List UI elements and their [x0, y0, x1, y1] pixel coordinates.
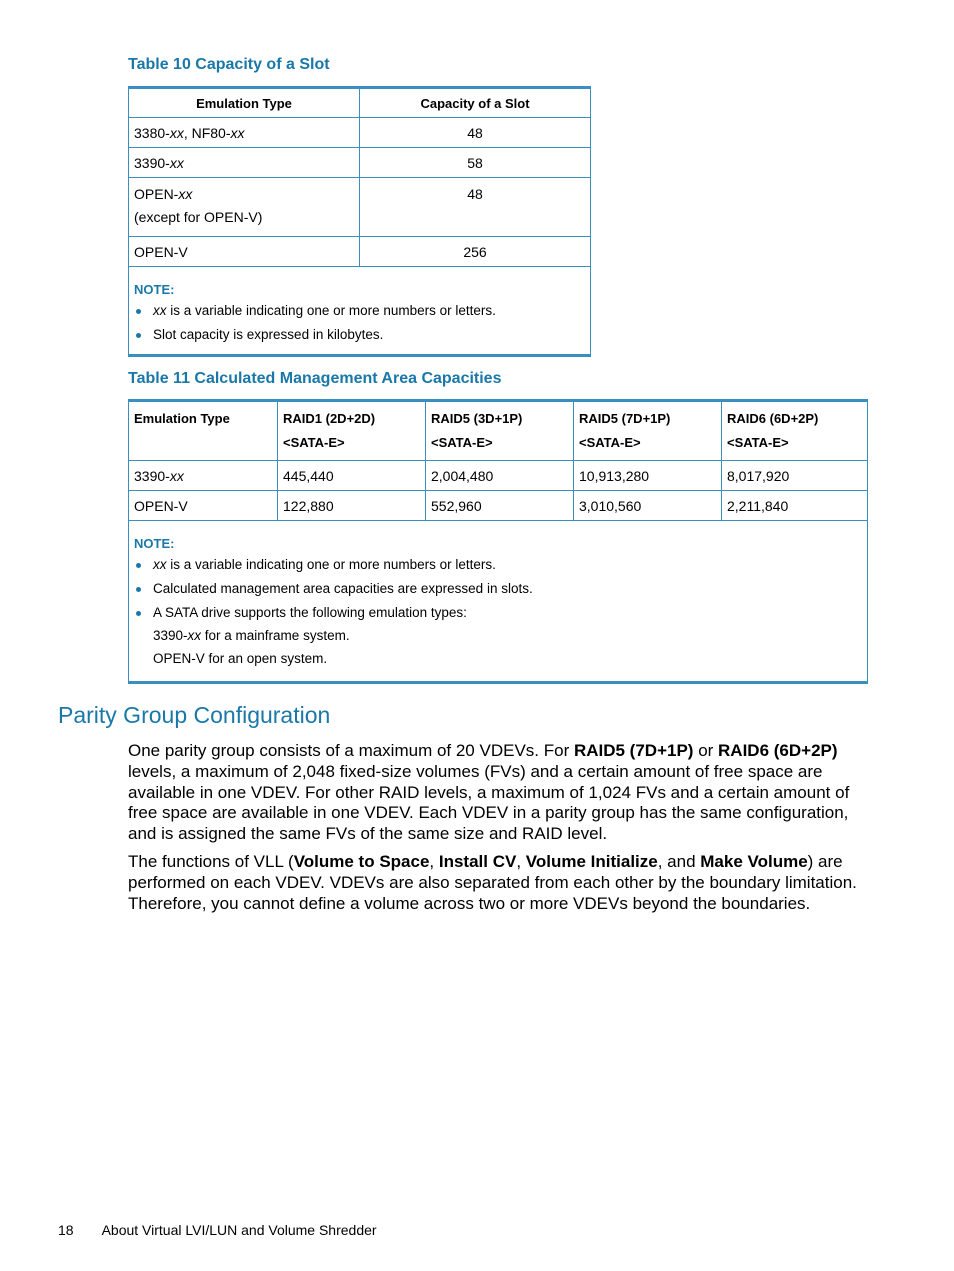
table-11-caption: Table 11 Calculated Management Area Capacities — [128, 370, 502, 387]
note-item: Calculated management area capacities are expressed in slots. — [134, 581, 862, 597]
body-paragraph: One parity group consists of a maximum of 20 VDEVs. For RAID5 (7D+1P) or RAID6 (6D+2P) levels, a maximum of 2,048 fixed-size volumes (FVs) and a certain amount of free space are available in one VDEV. For other RAID levels, a maximum of 1,024 FVs and a certain amount of free space are available in one VDEV. Each VDEV in a parity group has the same configuration, and is assigned the same FVs of the same size and RAID level. — [128, 741, 850, 844]
footer-title: About Virtual LVI/LUN and Volume Shredder — [101, 1222, 377, 1238]
note-item: A SATA drive supports the following emulation types: 3390-xx for a mainframe system. OPEN-V for an open system. — [134, 605, 862, 667]
table-header-row — [129, 88, 591, 118]
table-header-row — [129, 401, 868, 461]
note-item: xx is a variable indicating one or more numbers or letters. — [134, 303, 585, 319]
note-cell — [129, 521, 868, 683]
table-row — [129, 461, 868, 491]
table-11 — [128, 399, 868, 684]
body-paragraph: The functions of VLL (Volume to Space, Install CV, Volume Initialize, and Make Volume) are performed on each VDEV. VDEVs are also separated from each other by the boundary limitation. Therefore, you cannot define a volume across two or more VDEVs beyond the boundaries. — [128, 852, 857, 913]
capacity-cell: 58 — [360, 148, 591, 178]
column-header: Capacity of a Slot — [360, 88, 591, 118]
value-cell: 445,440 — [278, 461, 426, 491]
note-item: xx is a variable indicating one or more numbers or letters. — [134, 557, 862, 573]
note-row — [129, 267, 591, 356]
note-sub-item: OPEN-V for an open system. — [153, 651, 328, 666]
emulation-type-cell: 3390-xx — [129, 461, 278, 491]
note-item: Slot capacity is expressed in kilobytes. — [134, 327, 585, 343]
column-header: RAID6 (6D+2P) <SATA-E> — [722, 401, 868, 461]
table-10 — [128, 86, 591, 357]
capacity-cell: 256 — [360, 237, 591, 267]
page-footer — [58, 1222, 377, 1238]
column-header: RAID5 (3D+1P) <SATA-E> — [426, 401, 574, 461]
section-heading: Parity Group Configuration — [58, 702, 331, 728]
table-row — [129, 491, 868, 521]
value-cell: 2,211,840 — [722, 491, 868, 521]
note-list — [134, 303, 585, 343]
emulation-type-cell: 3390-xx — [129, 148, 360, 178]
column-header: Emulation Type — [129, 401, 278, 461]
emulation-type-cell: OPEN-V — [129, 237, 360, 267]
table-row — [129, 237, 591, 267]
value-cell: 3,010,560 — [574, 491, 722, 521]
emulation-type-cell: OPEN-xx (except for OPEN-V) — [129, 178, 360, 237]
table-row — [129, 178, 591, 237]
value-cell: 10,913,280 — [574, 461, 722, 491]
page-number: 18 — [58, 1222, 74, 1238]
table-row — [129, 148, 591, 178]
column-header: RAID5 (7D+1P) <SATA-E> — [574, 401, 722, 461]
note-cell — [129, 267, 591, 356]
note-label: NOTE: — [134, 536, 175, 551]
column-header: RAID1 (2D+2D) <SATA-E> — [278, 401, 426, 461]
value-cell: 122,880 — [278, 491, 426, 521]
table-row — [129, 118, 591, 148]
value-cell: 8,017,920 — [722, 461, 868, 491]
column-header: Emulation Type — [129, 88, 360, 118]
value-cell: 552,960 — [426, 491, 574, 521]
emulation-type-cell: OPEN-V — [129, 491, 278, 521]
emulation-type-cell: 3380-xx, NF80-xx — [129, 118, 360, 148]
note-row — [129, 521, 868, 683]
note-list — [134, 557, 862, 667]
capacity-cell: 48 — [360, 118, 591, 148]
capacity-cell: 48 — [360, 178, 591, 237]
value-cell: 2,004,480 — [426, 461, 574, 491]
note-sub-item: 3390-xx for a mainframe system. — [153, 628, 350, 643]
table-10-caption: Table 10 Capacity of a Slot — [128, 56, 330, 73]
note-label: NOTE: — [134, 282, 175, 297]
